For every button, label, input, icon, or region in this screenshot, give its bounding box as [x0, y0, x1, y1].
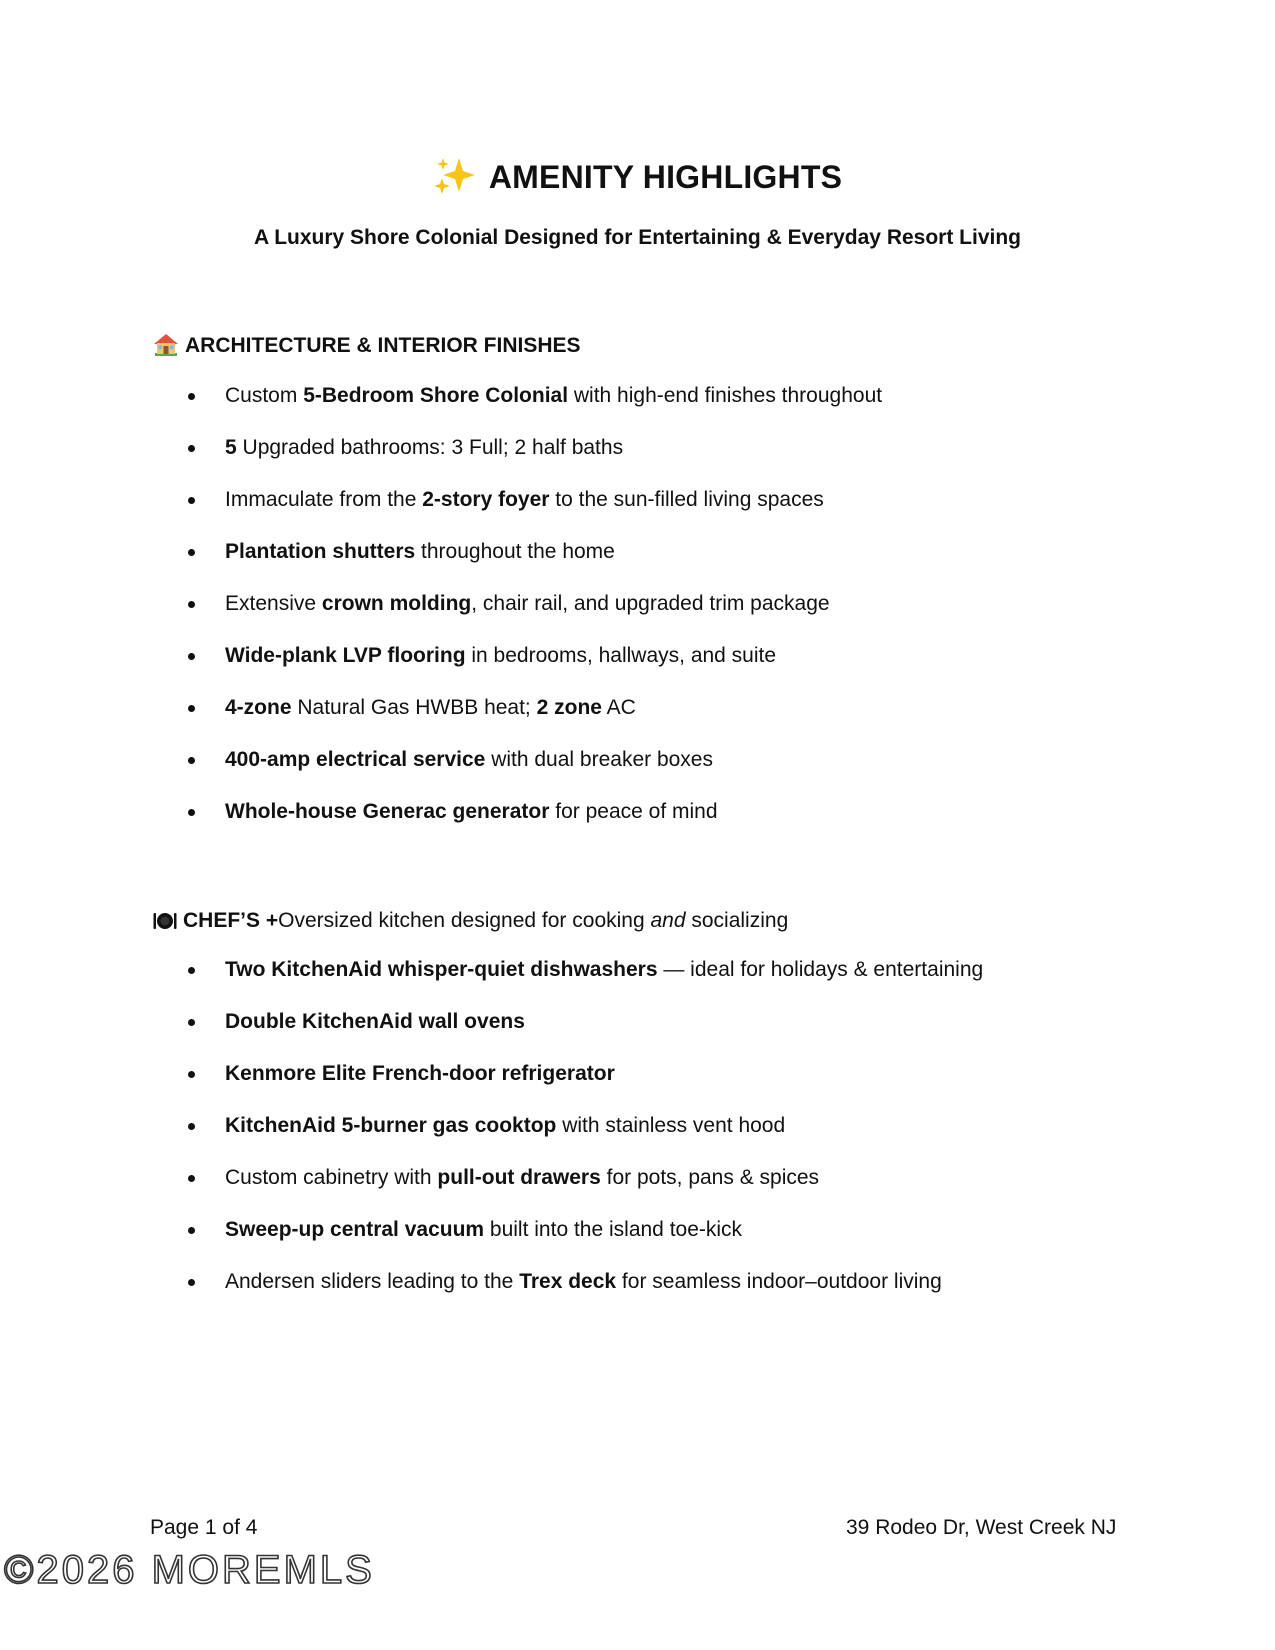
- list-item: [153, 383, 882, 435]
- bold-text: Double KitchenAid wall ovens: [225, 1010, 525, 1033]
- page-title: [0, 156, 1275, 196]
- plate-cutlery-icon: [153, 910, 177, 932]
- bold-text: Wide-plank LVP flooring: [225, 644, 466, 667]
- text: in bedrooms, hallways, and suite: [465, 644, 777, 667]
- text: Andersen sliders leading to the: [225, 1270, 520, 1293]
- text: AC: [601, 696, 636, 719]
- text: throughout the home: [415, 540, 615, 563]
- list-item: [153, 957, 983, 1009]
- property-address: 39 Rodeo Dr, West Creek NJ: [846, 1516, 1117, 1539]
- text: for seamless indoor–outdoor living: [616, 1270, 942, 1293]
- bold-text: Whole-house Generac generator: [225, 800, 550, 823]
- text: to the sun-filled living spaces: [549, 488, 824, 511]
- text: built into the island toe-kick: [484, 1218, 743, 1241]
- list-item: [153, 747, 882, 799]
- bold-text: Two KitchenAid whisper-quiet dishwashers: [225, 958, 658, 981]
- section-heading: [153, 332, 1153, 360]
- bold-text: Plantation shutters: [225, 540, 416, 563]
- list-item: [153, 1217, 983, 1269]
- text: — ideal for holidays & entertaining: [657, 958, 984, 981]
- list-item: [153, 591, 882, 643]
- bold-text: 400-amp electrical service: [225, 748, 486, 771]
- text: with stainless vent hood: [556, 1114, 786, 1137]
- text: for peace of mind: [549, 800, 718, 823]
- watermark: ©2026 MOREMLS: [4, 1548, 375, 1592]
- section-heading-bold: CHEF’S +: [183, 909, 279, 932]
- bold-text: 2 zone: [536, 696, 602, 719]
- list-item: [153, 1165, 983, 1217]
- text: Extensive: [225, 592, 322, 615]
- text: Custom cabinetry with: [225, 1166, 438, 1189]
- bold-text: Kenmore Elite French-door refrigerator: [225, 1062, 615, 1085]
- bold-text: Trex deck: [519, 1270, 617, 1293]
- bold-text: 2-story foyer: [422, 488, 550, 511]
- text: Immaculate from the: [225, 488, 423, 511]
- section-heading: [153, 907, 1153, 935]
- list-item: [153, 1061, 983, 1113]
- section-heading-text: Oversized kitchen designed for cooking: [278, 909, 651, 932]
- house-icon: [153, 333, 179, 357]
- text: for pots, pans & spices: [600, 1166, 820, 1189]
- bold-text: Sweep-up central vacuum: [225, 1218, 485, 1241]
- list-item: [153, 435, 882, 487]
- list-item: [153, 1269, 983, 1321]
- text: , chair rail, and upgraded trim package: [471, 592, 830, 615]
- section-heading-text: ARCHITECTURE & INTERIOR FINISHES: [185, 334, 581, 357]
- title-text: AMENITY HIGHLIGHTS: [488, 159, 843, 195]
- text: Custom: [225, 384, 304, 407]
- text: Upgraded bathrooms: 3 Full; 2 half baths: [236, 436, 624, 459]
- chef-section: [153, 907, 1153, 1293]
- bold-text: KitchenAid 5-burner gas cooktop: [225, 1114, 557, 1137]
- sparkles-icon: [433, 156, 477, 196]
- list-item: [153, 487, 882, 539]
- text: with high-end finishes throughout: [568, 384, 883, 407]
- text: with dual breaker boxes: [485, 748, 713, 771]
- subtitle: A Luxury Shore Colonial Designed for Entertaining & Everyday Resort Living: [253, 226, 1022, 249]
- bold-text: 5-Bedroom Shore Colonial: [303, 384, 569, 407]
- page-number: Page 1 of 4: [150, 1516, 258, 1539]
- chef-list: [153, 957, 983, 1321]
- list-item: [153, 695, 882, 747]
- list-item: [153, 1009, 983, 1061]
- section-heading-italic: and: [650, 909, 686, 932]
- list-item: [153, 539, 882, 591]
- bold-text: 5: [225, 436, 237, 459]
- bold-text: pull-out drawers: [437, 1166, 601, 1189]
- architecture-list: [153, 383, 882, 851]
- list-item: [153, 1113, 983, 1165]
- list-item: [153, 799, 882, 851]
- section-heading-text-end: socializing: [685, 909, 789, 932]
- list-item: [153, 643, 882, 695]
- text: Natural Gas HWBB heat;: [291, 696, 537, 719]
- bold-text: 4-zone: [225, 696, 292, 719]
- architecture-section: [153, 332, 1153, 823]
- bold-text: crown molding: [321, 592, 472, 615]
